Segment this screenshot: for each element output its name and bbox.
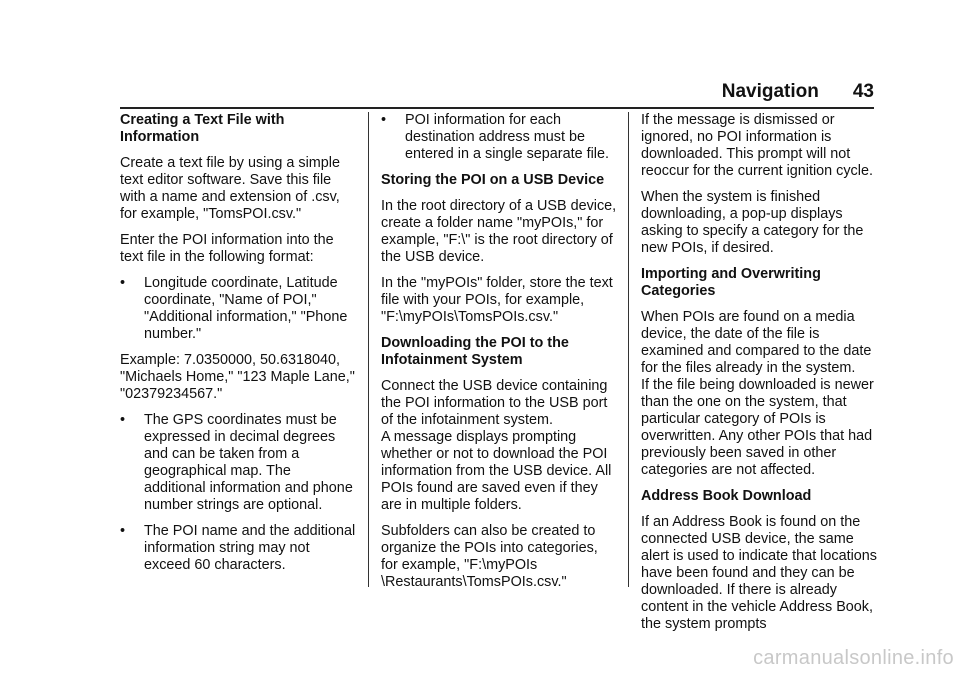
bullet-icon: • [381, 112, 387, 128]
bullet-icon: • [120, 523, 126, 539]
paragraph: If the file being downloaded is newer than the one on the system, that particular category of POIs is overwritten. Any other POIs that had previously been saved in other categories are not affected. [641, 377, 874, 478]
bullet-item [381, 112, 617, 163]
paragraph: In the "myPOIs" folder, store the text file with your POIs, for example, "F:\myPOIs\TomsPOIs.csv." [381, 275, 613, 325]
paragraph: Connect the USB device containing the POI information to the USB port of the infotainment system. [381, 378, 608, 428]
column-3 [641, 112, 877, 642]
paragraph: Enter the POI information into the text file in the following format: [120, 232, 334, 265]
bullet-text: POI information for each destination address must be entered in a single separate file. [405, 112, 609, 162]
page-number: 43 [852, 81, 874, 102]
column-divider [628, 112, 629, 587]
section-title: Navigation [721, 81, 819, 102]
paragraph: A message displays prompting whether or not to download the POI information from the USB device. All POIs found are saved even if they are in multiple folders. [381, 429, 612, 513]
bullet-icon: • [120, 412, 126, 428]
paragraph: If the message is dismissed or ignored, no POI information is downloaded. This prompt will not reoccur for the current ignition cycle. [641, 112, 873, 179]
heading-address-book-download: Address Book Download [641, 488, 812, 504]
paragraph: Subfolders can also be created to organize the POIs into categories, for example, "F:\myPOIs \Restaurants\TomsPOIs.csv." [381, 523, 598, 590]
column-2 [381, 112, 617, 600]
heading-importing-categories: Importing and Overwriting Categories [641, 266, 821, 299]
heading-storing-poi: Storing the POI on a USB Device [381, 172, 605, 188]
bullet-item [120, 523, 356, 574]
column-divider [368, 112, 369, 587]
heading-creating-text-file: Creating a Text File with Information [120, 112, 285, 145]
example-text: Example: 7.0350000, 50.6318040, "Michaels Home," "123 Maple Lane," "02379234567." [120, 352, 355, 402]
paragraph: If an Address Book is found on the connected USB device, the same alert is used to indicate that locations have been found and they can be downloaded. If there is already content in the vehicle Address Book, the system prompts [641, 514, 877, 632]
heading-downloading-poi: Downloading the POI to the Infotainment System [381, 335, 569, 368]
bullet-icon: • [120, 275, 126, 291]
bullet-text: The GPS coordinates must be expressed in decimal degrees and can be taken from a geographical map. The additional information and phone number strings are optional. [144, 412, 353, 513]
paragraph: Create a text file by using a simple text editor software. Save this file with a name and extension of .csv, for example, "TomsPOI.csv." [120, 155, 340, 222]
bullet-item [120, 275, 356, 343]
paragraph: When the system is finished downloading, a pop-up displays asking to specify a category for the new POIs, if desired. [641, 189, 864, 256]
bullet-text: The POI name and the additional information string may not exceed 60 characters. [144, 523, 356, 573]
page-header [722, 80, 874, 104]
column-1 [120, 112, 356, 583]
paragraph: In the root directory of a USB device, create a folder name "myPOIs," for example, "F:\" is the root directory of the USB device. [381, 198, 617, 265]
header-divider [120, 107, 874, 109]
watermark: carmanualsonline.info [753, 647, 954, 669]
paragraph: When POIs are found on a media device, the date of the file is examined and compared to the date for the files already in the system. [641, 309, 872, 376]
bullet-text: Longitude coordinate, Latitude coordinate, "Name of POI," "Additional information," "Phone number." [144, 275, 348, 342]
bullet-item [120, 412, 356, 514]
